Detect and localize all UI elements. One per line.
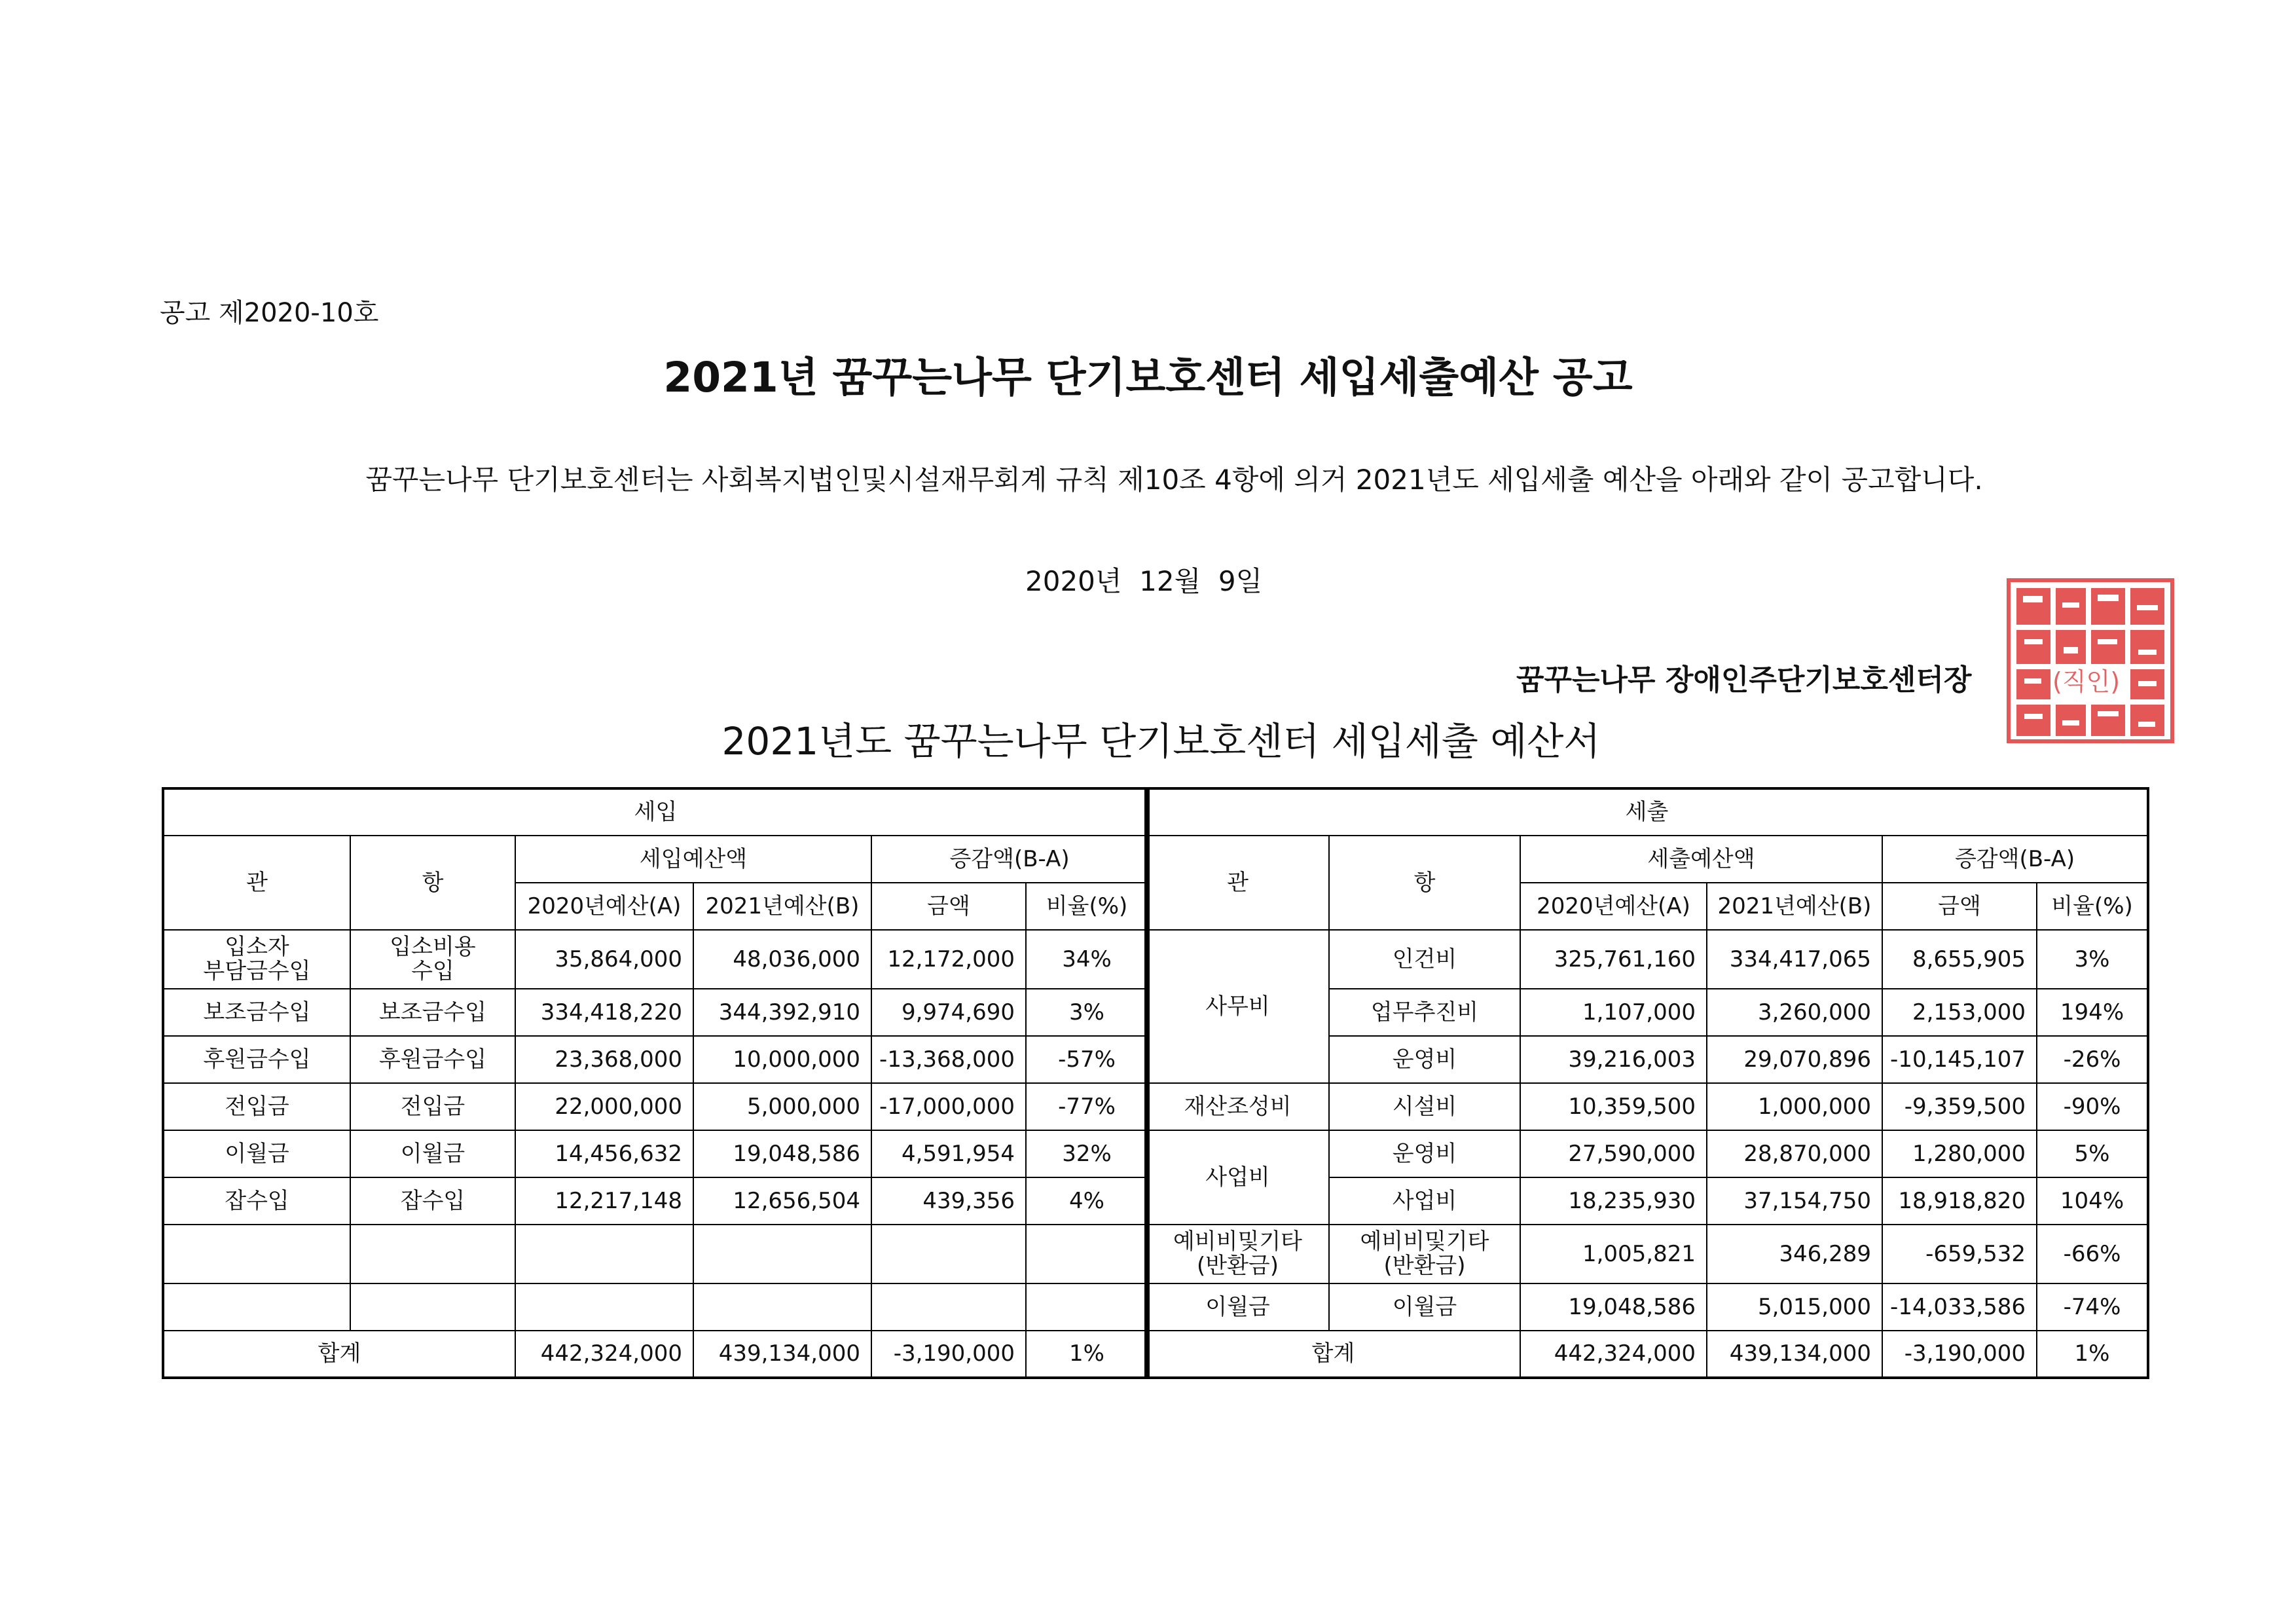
signer-name: 꿈꾸는나무 장애인주단기보호센터장 [1516, 663, 1972, 697]
ratio-header: 비율(%) [1026, 883, 1148, 930]
amount-header: 금액 [871, 883, 1026, 930]
ratio-cell: -66% [2037, 1225, 2148, 1283]
hang-cell: 잡수입 [350, 1177, 515, 1225]
budget-2021-cell: 48,036,000 [693, 930, 871, 989]
expense-header: 세출 [1146, 788, 2148, 836]
diff-cell: -659,532 [1882, 1225, 2037, 1283]
total-ratio-cell: 1% [2037, 1331, 2148, 1378]
table-row [1146, 930, 2148, 989]
diff-cell: 8,655,905 [1882, 930, 2037, 989]
budget-2021-cell: 334,417,065 [1707, 930, 1882, 989]
gwan-cell: 이월금 [1146, 1283, 1329, 1331]
total-2021-cell: 439,134,000 [1707, 1331, 1882, 1378]
hang-cell: 입소비용 수입 [350, 930, 515, 989]
hang-cell: 시설비 [1329, 1083, 1520, 1130]
total-2020-cell: 442,324,000 [515, 1331, 693, 1378]
gwan-header: 관 [1146, 836, 1329, 930]
income-header: 세입 [163, 788, 1148, 836]
budget-2021-cell: 5,000,000 [693, 1083, 871, 1130]
diff-cell: -14,033,586 [1882, 1283, 2037, 1331]
budget-2021-cell: 10,000,000 [693, 1036, 871, 1083]
diff-cell: 439,356 [871, 1177, 1026, 1225]
total-label: 합계 [1146, 1331, 1520, 1378]
income-table [162, 787, 1150, 1379]
budget-2020-cell: 39,216,003 [1520, 1036, 1707, 1083]
diff-cell: -17,000,000 [871, 1083, 1026, 1130]
income-budget-header: 세입예산액 [515, 836, 871, 883]
table-row [163, 989, 1148, 1036]
budget-2021-cell: 1,000,000 [1707, 1083, 1882, 1130]
empty-row [163, 1225, 1148, 1283]
budget-2020-cell: 23,368,000 [515, 1036, 693, 1083]
table-row [1146, 1225, 2148, 1283]
budget-2021-cell: 29,070,896 [1707, 1036, 1882, 1083]
gwan-cell: 이월금 [163, 1130, 350, 1177]
budget-2020-cell: 325,761,160 [1520, 930, 1707, 989]
total-2020-cell: 442,324,000 [1520, 1331, 1707, 1378]
budget-2021-cell: 344,392,910 [693, 989, 871, 1036]
gwan-cell: 입소자 부담금수입 [163, 930, 350, 989]
budget-2020-header: 2020년예산(A) [1520, 883, 1707, 930]
ratio-cell: 3% [1026, 989, 1148, 1036]
gwan-cell: 사업비 [1146, 1130, 1329, 1225]
empty-row [163, 1283, 1148, 1331]
ratio-cell: -57% [1026, 1036, 1148, 1083]
diff-cell: -9,359,500 [1882, 1083, 2037, 1130]
ratio-cell: -77% [1026, 1083, 1148, 1130]
table-row [163, 1083, 1148, 1130]
diff-cell: -13,368,000 [871, 1036, 1026, 1083]
gwan-cell: 전입금 [163, 1083, 350, 1130]
total-row [163, 1331, 1148, 1378]
ratio-header: 비율(%) [2037, 883, 2148, 930]
hang-cell: 이월금 [350, 1130, 515, 1177]
diff-cell: 18,918,820 [1882, 1177, 2037, 1225]
seal-mark-label: (직인) [2052, 667, 2121, 696]
hang-cell: 후원금수입 [350, 1036, 515, 1083]
budget-2020-cell: 1,107,000 [1520, 989, 1707, 1036]
ratio-cell: -74% [2037, 1283, 2148, 1331]
gwan-header: 관 [163, 836, 350, 930]
total-2021-cell: 439,134,000 [693, 1331, 871, 1378]
ratio-cell: -90% [2037, 1083, 2148, 1130]
table-row [1146, 1083, 2148, 1130]
table-row [163, 1036, 1148, 1083]
diff-cell: 12,172,000 [871, 930, 1026, 989]
diff-cell: 2,153,000 [1882, 989, 2037, 1036]
hang-cell: 업무추진비 [1329, 989, 1520, 1036]
budget-2021-header: 2021년예산(B) [1707, 883, 1882, 930]
expense-budget-header: 세출예산액 [1520, 836, 1882, 883]
total-ratio-cell: 1% [1026, 1331, 1148, 1378]
hang-cell: 사업비 [1329, 1177, 1520, 1225]
budget-2021-cell: 37,154,750 [1707, 1177, 1882, 1225]
hang-cell: 이월금 [1329, 1283, 1520, 1331]
budget-2021-header: 2021년예산(B) [693, 883, 871, 930]
gwan-cell: 예비비및기타 (반환금) [1146, 1225, 1329, 1283]
total-diff-cell: -3,190,000 [1882, 1331, 2037, 1378]
gwan-cell: 잡수입 [163, 1177, 350, 1225]
budget-2020-cell: 12,217,148 [515, 1177, 693, 1225]
budget-2021-cell: 346,289 [1707, 1225, 1882, 1283]
budget-2020-cell: 35,864,000 [515, 930, 693, 989]
table-row [163, 1130, 1148, 1177]
budget-2021-cell: 5,015,000 [1707, 1283, 1882, 1331]
table-title: 2021년도 꿈꾸는나무 단기보호센터 세입세출 예산서 [721, 719, 1601, 764]
budget-2020-header: 2020년예산(A) [515, 883, 693, 930]
budget-2020-cell: 10,359,500 [1520, 1083, 1707, 1130]
budget-2021-cell: 3,260,000 [1707, 989, 1882, 1036]
total-row [1146, 1331, 2148, 1378]
total-diff-cell: -3,190,000 [871, 1331, 1026, 1378]
hang-cell: 전입금 [350, 1083, 515, 1130]
diff-cell: 4,591,954 [871, 1130, 1026, 1177]
notice-number: 공고 제2020-10호 [160, 298, 379, 328]
diff-cell: 1,280,000 [1882, 1130, 2037, 1177]
change-header: 증감액(B-A) [1882, 836, 2148, 883]
ratio-cell: 104% [2037, 1177, 2148, 1225]
hang-cell: 보조금수입 [350, 989, 515, 1036]
budget-2021-cell: 28,870,000 [1707, 1130, 1882, 1177]
hang-cell: 인건비 [1329, 930, 1520, 989]
table-row [163, 1177, 1148, 1225]
budget-2020-cell: 334,418,220 [515, 989, 693, 1036]
table-row [1146, 1130, 2148, 1177]
notice-date: 2020년 12월 9일 [1025, 565, 1263, 597]
amount-header: 금액 [1882, 883, 2037, 930]
hang-cell: 운영비 [1329, 1130, 1520, 1177]
gwan-cell: 재산조성비 [1146, 1083, 1329, 1130]
ratio-cell: 4% [1026, 1177, 1148, 1225]
gwan-cell: 보조금수입 [163, 989, 350, 1036]
hang-header: 항 [350, 836, 515, 930]
budget-2020-cell: 1,005,821 [1520, 1225, 1707, 1283]
ratio-cell: 3% [2037, 930, 2148, 989]
budget-2021-cell: 12,656,504 [693, 1177, 871, 1225]
expense-table [1144, 787, 2149, 1379]
document-title: 2021년 꿈꾸는나무 단기보호센터 세입세출예산 공고 [663, 354, 1633, 401]
budget-2020-cell: 19,048,586 [1520, 1283, 1707, 1331]
budget-2021-cell: 19,048,586 [693, 1130, 871, 1177]
change-header: 증감액(B-A) [871, 836, 1148, 883]
ratio-cell: 194% [2037, 989, 2148, 1036]
ratio-cell: 34% [1026, 930, 1148, 989]
budget-2020-cell: 14,456,632 [515, 1130, 693, 1177]
diff-cell: 9,974,690 [871, 989, 1026, 1036]
gwan-cell: 후원금수입 [163, 1036, 350, 1083]
ratio-cell: 5% [2037, 1130, 2148, 1177]
budget-2020-cell: 27,590,000 [1520, 1130, 1707, 1177]
intro-paragraph: 꿈꾸는나무 단기보호센터는 사회복지법인및시설재무회계 규칙 제10조 4항에 의거 2021년도 세입세출 예산을 아래와 같이 공고합니다. [365, 464, 1983, 496]
table-row [1146, 1283, 2148, 1331]
gwan-cell: 사무비 [1146, 930, 1329, 1083]
hang-header: 항 [1329, 836, 1520, 930]
budget-2020-cell: 22,000,000 [515, 1083, 693, 1130]
hang-cell: 예비비및기타 (반환금) [1329, 1225, 1520, 1283]
hang-cell: 운영비 [1329, 1036, 1520, 1083]
ratio-cell: 32% [1026, 1130, 1148, 1177]
budget-2020-cell: 18,235,930 [1520, 1177, 1707, 1225]
total-label: 합계 [163, 1331, 515, 1378]
table-row [163, 930, 1148, 989]
ratio-cell: -26% [2037, 1036, 2148, 1083]
diff-cell: -10,145,107 [1882, 1036, 2037, 1083]
